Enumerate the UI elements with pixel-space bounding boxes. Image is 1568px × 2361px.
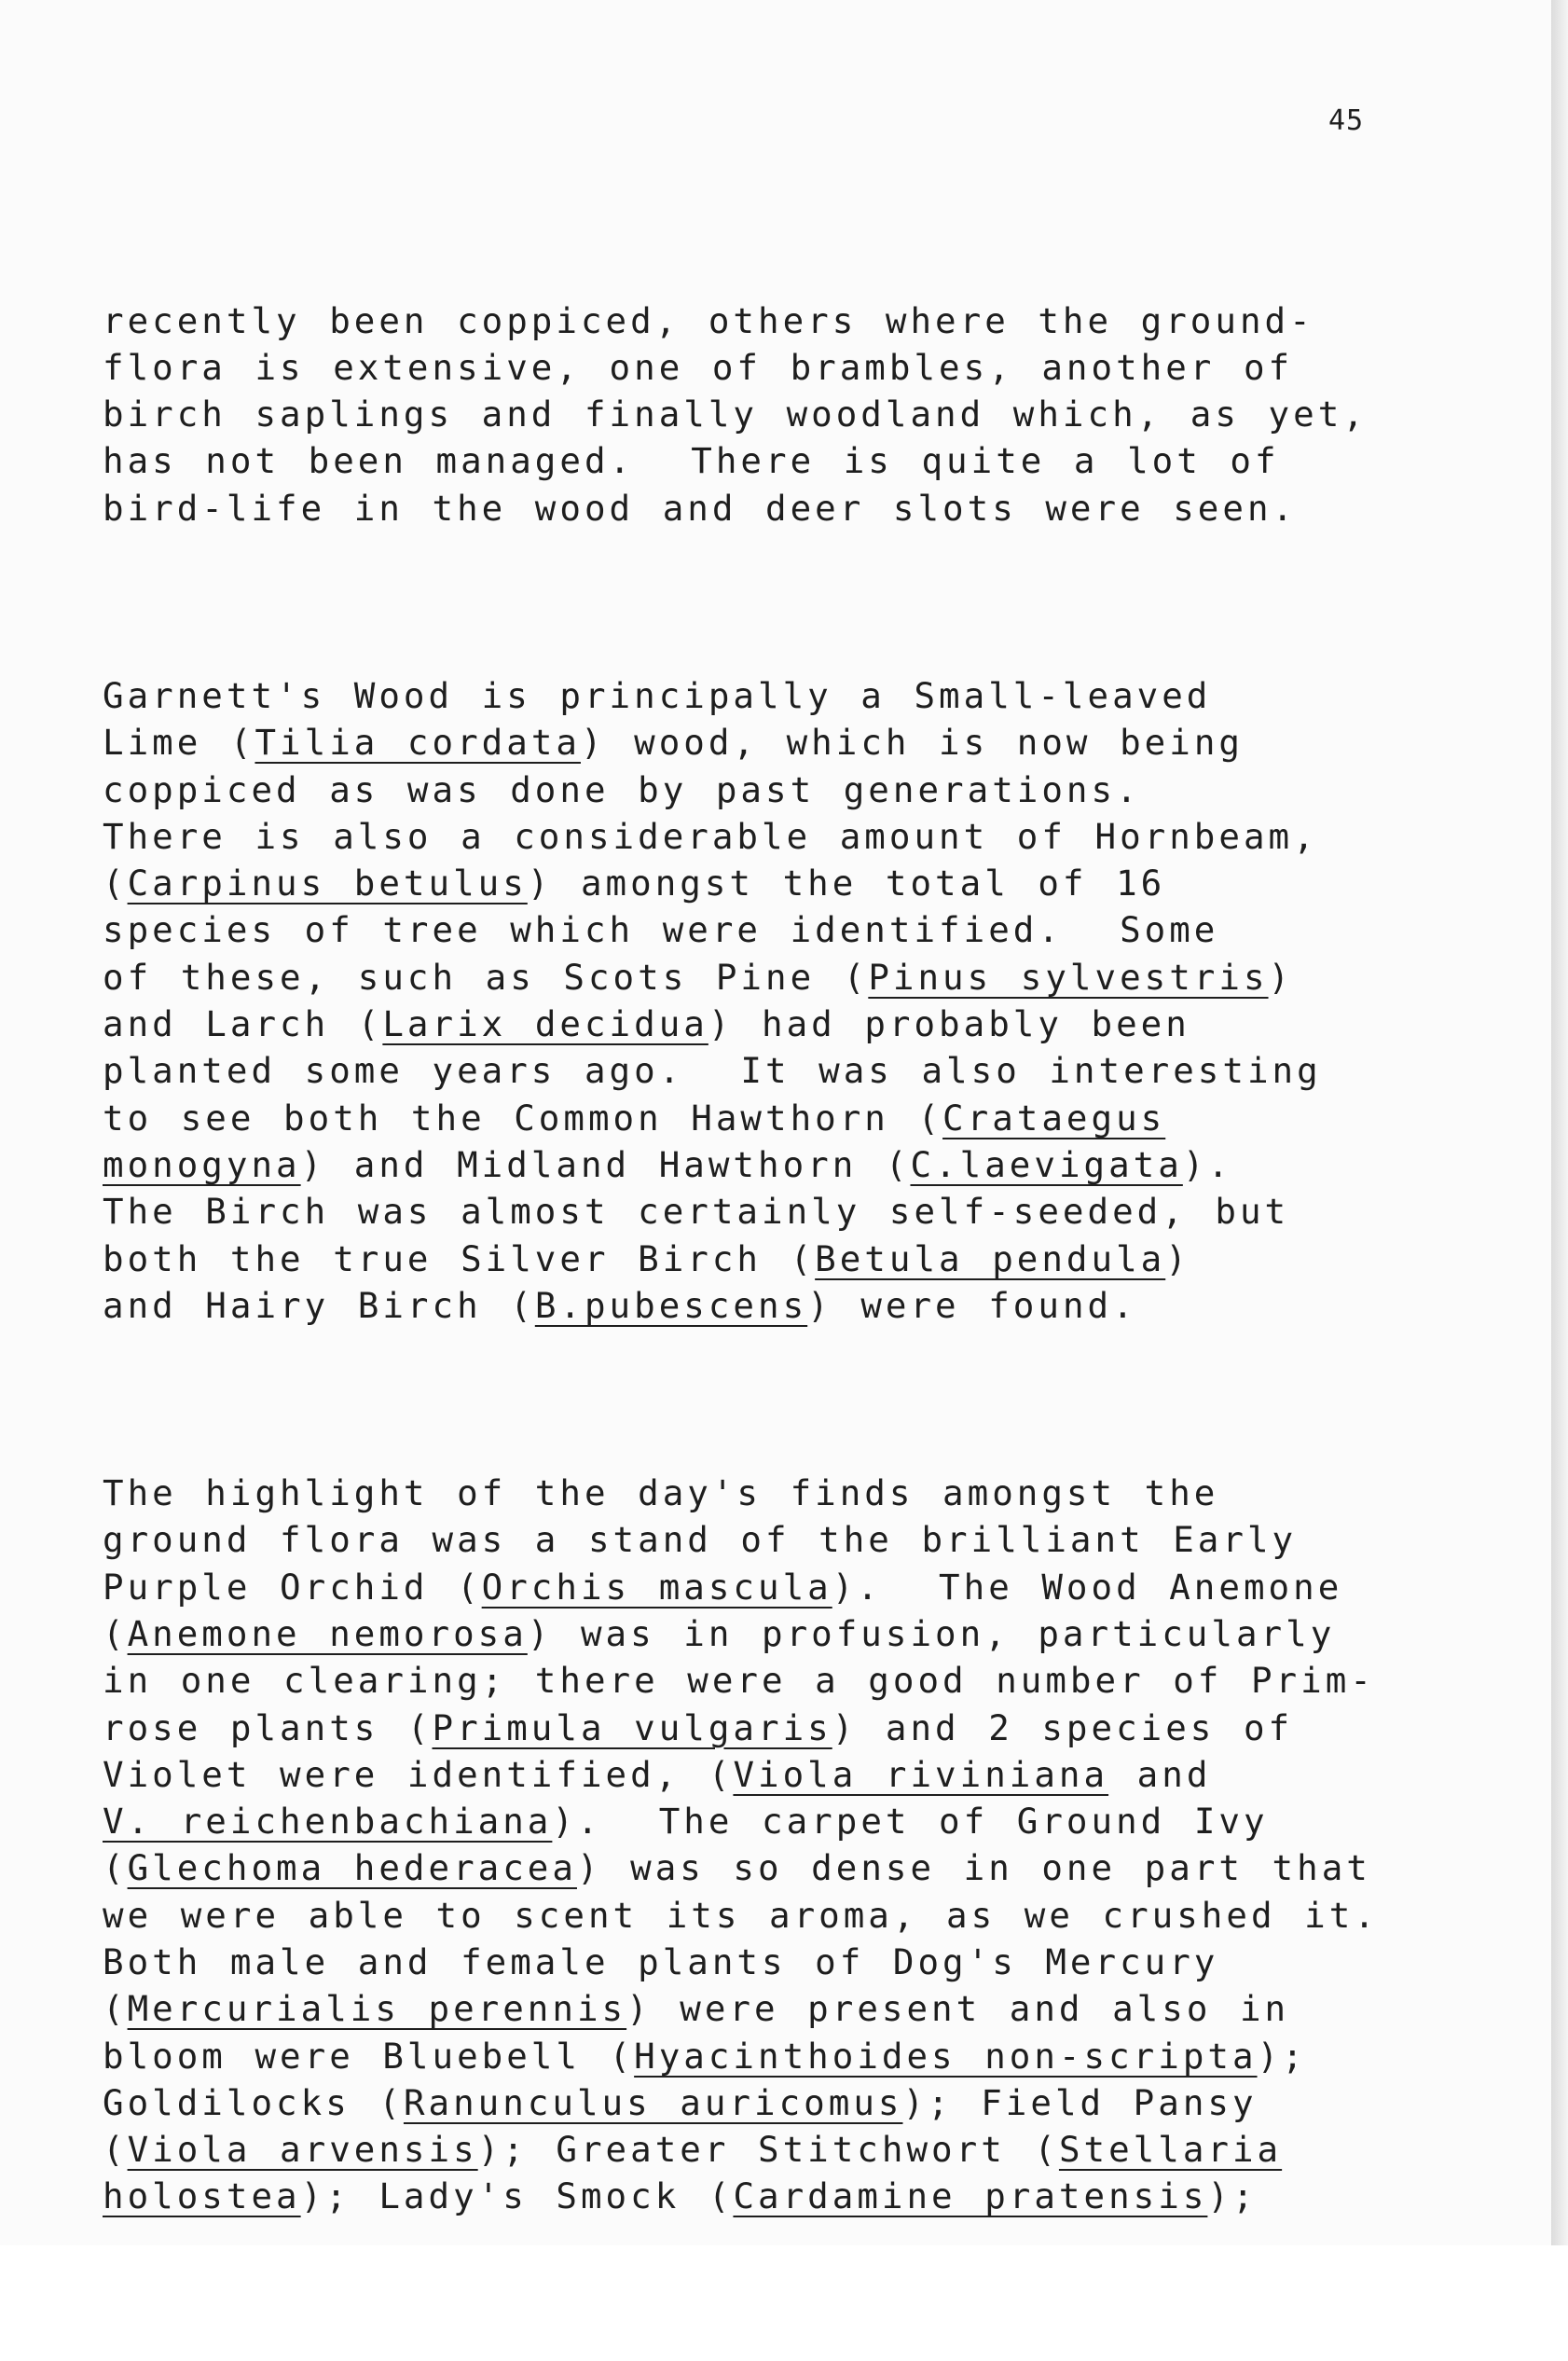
text-line (103, 1892, 1501, 1939)
text-line (103, 485, 1501, 532)
text-line (103, 766, 1501, 813)
species-name: Stellaria (1058, 2129, 1283, 2171)
text-run: birch saplings and finally woodland which, as yet, (103, 394, 1368, 435)
text-run: ) amongst the total of 16 (527, 863, 1166, 904)
text-line (103, 391, 1501, 437)
species-name: Orchis mascula (481, 1566, 832, 1608)
text-line (103, 1516, 1501, 1563)
text-line (103, 1001, 1501, 1047)
text-run: ); (1207, 2175, 1258, 2217)
text-line (103, 1236, 1501, 1282)
species-name: B.pubescens (534, 1284, 808, 1326)
text-run: ) (1268, 956, 1294, 998)
text-run: coppiced as was done by past generations. (103, 768, 1141, 810)
text-run: species of tree which were identified. Some (103, 909, 1219, 951)
text-line (103, 437, 1501, 484)
species-name: Larix decidua (382, 1003, 708, 1045)
scan-edge (1551, 0, 1568, 2245)
species-name: Betula pendula (815, 1237, 1166, 1279)
text-run: ); Greater Stitchwort ( (477, 2129, 1059, 2171)
text-run: The highlight of the day's finds amongst the (103, 1472, 1219, 1514)
page-number: 45 (1328, 104, 1365, 137)
text-run: ) was so dense in one part that (576, 1847, 1371, 1889)
text-run: ). The Wood Anemone (832, 1566, 1343, 1608)
text-run: both the true Silver Birch ( (103, 1237, 816, 1279)
text-line (103, 1095, 1501, 1141)
species-name: Ranunculus auricomus (403, 2081, 903, 2123)
text-run: bloom were Bluebell ( (103, 2035, 635, 2077)
text-run: to see both the Common Hawthorn ( (103, 1097, 943, 1139)
species-name: holostea (103, 2175, 301, 2217)
text-run: ); Lady's Smock ( (300, 2175, 734, 2217)
text-run: Violet were identified, ( (103, 1753, 734, 1795)
text-run: ( (103, 1612, 128, 1654)
text-line (103, 1939, 1501, 1985)
text-run: and Larch ( (103, 1003, 383, 1045)
text-run: in one clearing; there were a good number of Prim- (103, 1660, 1375, 1702)
paragraph (103, 297, 1501, 532)
text-line (103, 1844, 1501, 1891)
text-line (103, 860, 1501, 906)
text-line (103, 1985, 1501, 2032)
text-line (103, 2079, 1501, 2126)
text-run: ) (1165, 1237, 1190, 1279)
text-run: There is also a considerable amount of Hornbeam, (103, 815, 1318, 857)
text-run: ) and 2 species of (832, 1706, 1294, 1748)
species-name: Carpinus betulus (127, 863, 528, 904)
paragraph (103, 672, 1501, 1329)
text-run: we were able to scent its aroma, as we crushed it. (103, 1894, 1379, 1936)
text-line (103, 813, 1501, 860)
text-run: planted some years ago. It was also interesting (103, 1050, 1322, 1092)
text-run: Purple Orchid ( (103, 1566, 482, 1608)
text-line (103, 2173, 1501, 2219)
species-name: Primula vulgaris (432, 1706, 832, 1748)
text-run: flora is extensive, one of brambles, another of (103, 346, 1294, 388)
text-run: ) were found. (807, 1284, 1137, 1326)
text-line (103, 1282, 1501, 1329)
species-name: Crataegus (942, 1097, 1166, 1139)
text-run: ( (103, 2129, 128, 2171)
text-line (103, 297, 1501, 344)
text-run: ) and Midland Hawthorn ( (300, 1143, 911, 1185)
text-run: The Birch was almost certainly self-seeded, but (103, 1191, 1290, 1233)
text-run: ( (103, 1847, 128, 1889)
text-run: ground flora was a stand of the brilliant Early (103, 1519, 1298, 1561)
text-run: ) had probably been (708, 1003, 1190, 1045)
species-name: Pinus sylvestris (868, 956, 1269, 998)
text-run: rose plants ( (103, 1706, 433, 1748)
text-run: has not been managed. There is quite a lot of (103, 440, 1280, 482)
text-line (103, 1705, 1501, 1751)
text-line (103, 1610, 1501, 1657)
paragraph (103, 1470, 1501, 2220)
text-run: ) was in profusion, particularly (527, 1612, 1336, 1654)
text-line (103, 1564, 1501, 1610)
species-name: Hyacinthoides non-scripta (634, 2035, 1258, 2077)
text-line (103, 719, 1501, 766)
text-run: ( (103, 1988, 128, 2030)
text-line (103, 1657, 1501, 1704)
text-run: and Hairy Birch ( (103, 1284, 535, 1326)
text-line (103, 672, 1501, 719)
text-run: Goldilocks ( (103, 2081, 404, 2123)
text-run: Garnett's Wood is principally a Small-leaved (103, 674, 1212, 716)
species-name: C.laevigata (910, 1143, 1183, 1185)
text-line (103, 2126, 1501, 2173)
text-run: bird-life in the wood and deer slots were seen. (103, 487, 1298, 529)
text-line (103, 2033, 1501, 2079)
species-name: Cardamine pratensis (733, 2175, 1208, 2217)
text-run: Both male and female plants of Dog's Mercury (103, 1940, 1219, 1982)
species-name: Glechoma hederacea (127, 1847, 577, 1889)
text-run: Lime ( (103, 722, 255, 764)
species-name: Viola arvensis (127, 2129, 478, 2171)
text-line (103, 1188, 1501, 1235)
text-run: and (1108, 1753, 1212, 1795)
text-line (103, 1470, 1501, 1516)
text-run: ( (103, 863, 128, 904)
species-name: Tilia cordata (254, 722, 581, 764)
text-run: ) were present and also in (626, 1988, 1290, 2030)
text-run: ); (1257, 2035, 1307, 2077)
text-line (103, 344, 1501, 391)
text-line (103, 1047, 1501, 1094)
text-line (103, 954, 1501, 1001)
text-run: ) wood, which is now being (580, 722, 1244, 764)
species-name: monogyna (103, 1143, 301, 1185)
species-name: V. reichenbachiana (103, 1801, 553, 1843)
text-line (103, 1798, 1501, 1844)
text-run: ). (1182, 1143, 1232, 1185)
body-text (103, 203, 1501, 2361)
species-name: Mercurialis perennis (127, 1988, 627, 2030)
text-run: recently been coppiced, others where the ground- (103, 299, 1314, 341)
text-line (103, 1141, 1501, 1188)
text-run: ). The carpet of Ground Ivy (552, 1801, 1269, 1843)
text-line (103, 906, 1501, 953)
text-line (103, 1751, 1501, 1798)
text-run: ); Field Pansy (902, 2081, 1258, 2123)
species-name: Anemone nemorosa (127, 1612, 528, 1654)
text-run: of these, such as Scots Pine ( (103, 956, 869, 998)
species-name: Viola riviniana (733, 1753, 1109, 1795)
